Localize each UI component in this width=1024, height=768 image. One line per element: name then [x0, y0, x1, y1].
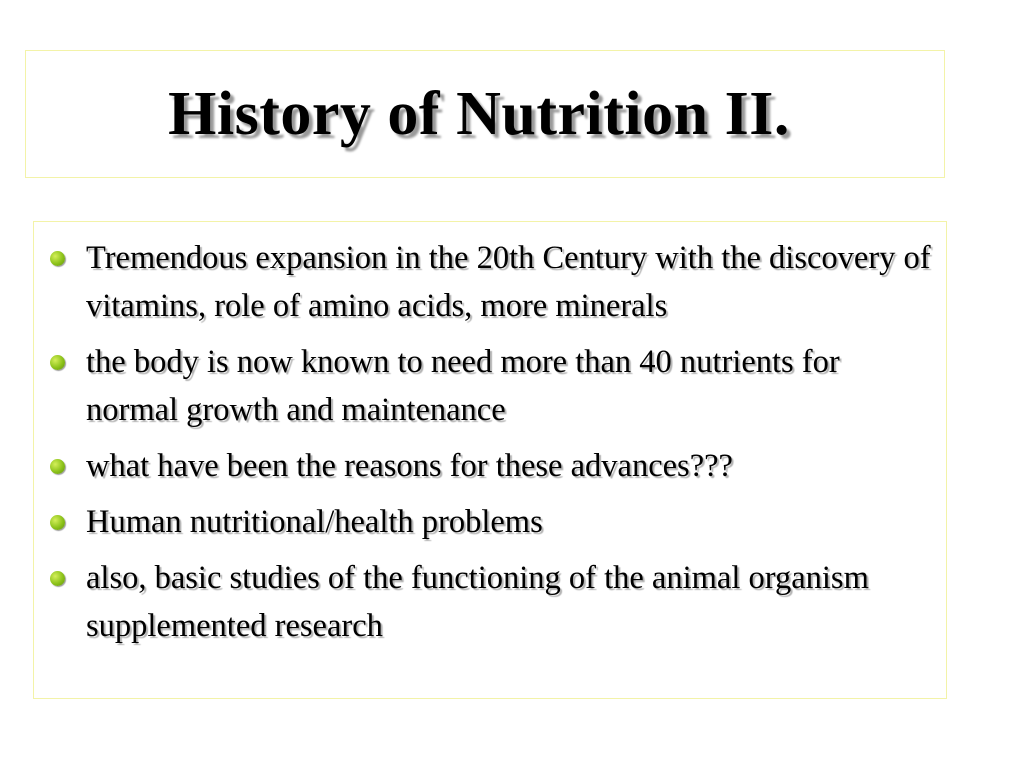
bullet-dot-icon [50, 571, 65, 586]
bullet-text: also, basic studies of the functioning of the animal organism supplemented research [86, 560, 869, 644]
bullet-dot-icon [50, 251, 65, 266]
bullet-item [48, 234, 938, 330]
content-placeholder [33, 221, 947, 699]
bullet-text: Human nutritional/health problems [86, 504, 543, 540]
bullet-dot-icon [50, 355, 65, 370]
title-placeholder [25, 50, 945, 178]
bullet-item [48, 498, 938, 546]
bullet-list [48, 234, 938, 658]
bullet-item [48, 338, 938, 434]
bullet-text: the body is now known to need more than 40 nutrients for normal growth and maintenance [86, 344, 840, 428]
bullet-item [48, 554, 938, 650]
bullet-dot-icon [50, 459, 65, 474]
slide-title: History of Nutrition II. [168, 80, 790, 148]
bullet-item [48, 442, 938, 490]
bullet-text: what have been the reasons for these advances??? [86, 448, 733, 484]
bullet-text: Tremendous expansion in the 20th Century with the discovery of vitamins, role of amino acids, more minerals [86, 240, 931, 324]
bullet-dot-icon [50, 515, 65, 530]
